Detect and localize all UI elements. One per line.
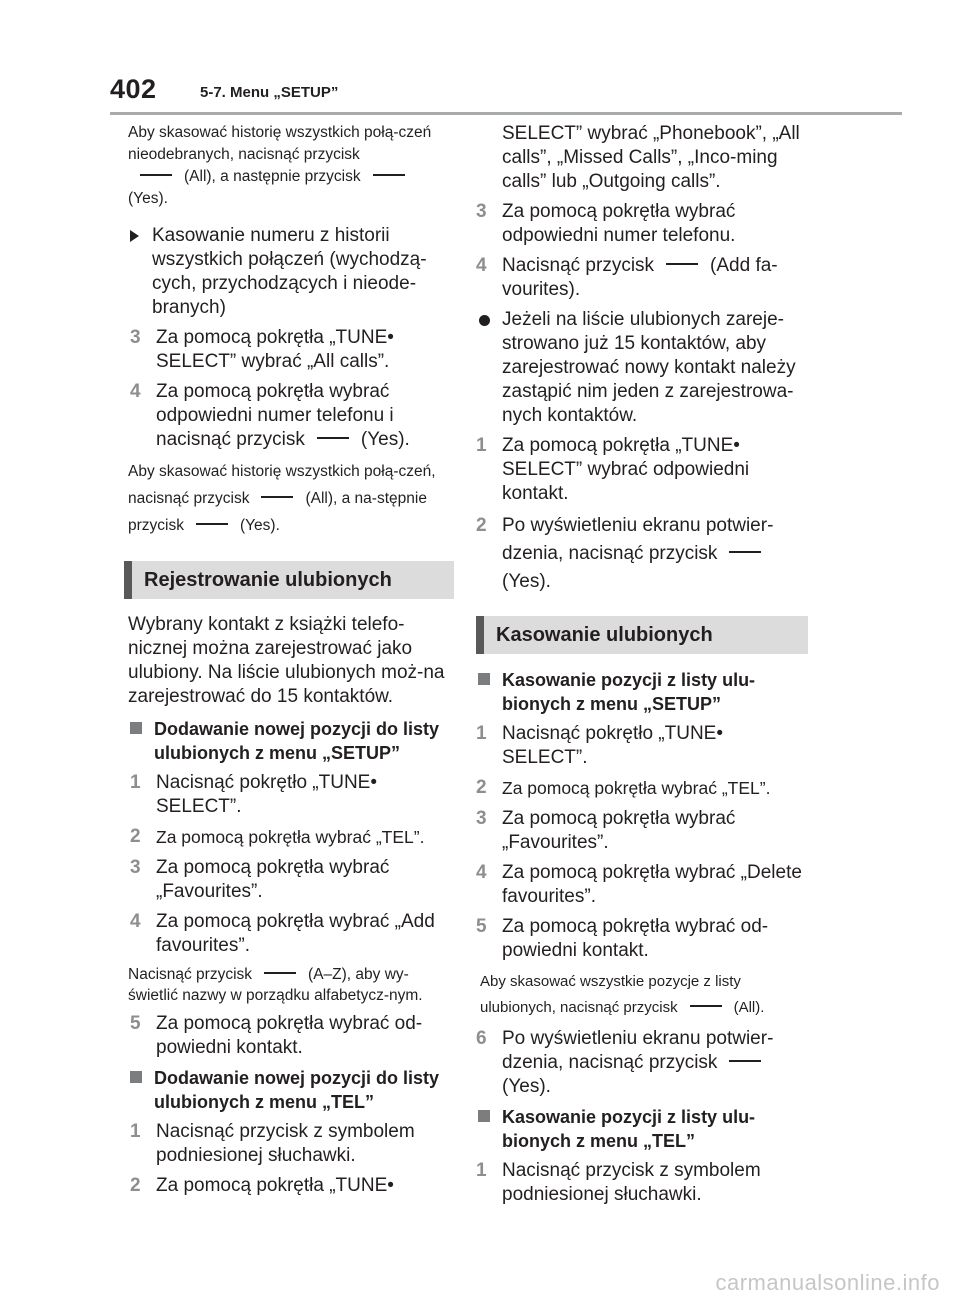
step-text: Za pomocą pokrętła „TUNE• SELECT” wybrać „All calls”. (156, 327, 394, 372)
step-text-b: (Yes). (360, 429, 410, 450)
step-text: Po wyświetleniu ekranu potwier-dzenia, nacisnąć przycisk (502, 1028, 774, 1073)
step-1 (476, 722, 808, 770)
all-button-icon (140, 174, 172, 176)
step-text: Za pomocą pokrętła wybrać „Favourites”. (156, 857, 390, 902)
step-text: Za pomocą pokrętła „TUNE• (156, 1175, 394, 1196)
subheading-text: Dodawanie nowej pozycji do listy ulubionych z menu „SETUP” (154, 719, 440, 763)
step-3 (476, 200, 808, 248)
step-text: Za pomocą pokrętła wybrać „Add favourites”. (156, 911, 435, 956)
step-text-b: (Add fa-vourites). (502, 255, 778, 300)
step-1 (130, 771, 454, 819)
step-4 (476, 861, 808, 909)
step-2-continued: SELECT” wybrać „Phonebook”, „All calls”, „Missed Calls”, „Inco-ming calls” lub „Outgoing calls”. (502, 123, 800, 192)
a-z-button-icon (264, 972, 296, 974)
yes-button-icon (729, 1060, 761, 1062)
step-text: Nacisnąć przycisk (502, 255, 655, 276)
square-bullet-icon (478, 673, 490, 685)
note-text-b: (A–Z), aby wy-świetlić nazwy w porządku alfabetycz-nym. (128, 966, 423, 1004)
left-column (124, 122, 454, 1204)
note-text-a: Nacisnąć przycisk (128, 966, 253, 983)
favourites-paragraph: Wybrany kontakt z książki telefo-nicznej można zarejestrować jako ulubiony. Na liście ulubionych moż-na zarejestrować do 15 kontaktów. (128, 614, 445, 707)
step-number: 2 (476, 777, 487, 798)
step-1 (476, 434, 808, 506)
page-header (0, 0, 960, 120)
intro-note-text-a: Aby skasować historię wszystkich połą-czeń nieodebranych, nacisnąć przycisk (128, 124, 432, 163)
step-text: Po wyświetleniu ekranu potwier-dzenia, nacisnąć przycisk (502, 515, 774, 564)
step-text: Za pomocą pokrętła wybrać „TEL”. (502, 778, 771, 798)
step-number: 1 (476, 435, 487, 456)
heading-text: Kasowanie ulubionych (496, 624, 713, 646)
intro-note-text-b: (All), a następnie przycisk (184, 168, 361, 185)
step-2 (476, 776, 808, 801)
step-3 (130, 856, 454, 904)
step-number: 5 (130, 1013, 141, 1034)
step-text: Za pomocą pokrętła wybrać odpowiedni numer telefonu. (502, 201, 736, 246)
subheading-add-setup (128, 717, 454, 765)
subheading-delete-setup (476, 668, 808, 716)
step-5 (476, 915, 808, 963)
all-button-icon (690, 1005, 722, 1007)
note-text-b: (All). (733, 999, 765, 1016)
step-2 (476, 512, 808, 596)
heading-text: Rejestrowanie ulubionych (144, 569, 392, 591)
step-text-b: (Yes). (502, 1076, 551, 1097)
note-alphabetical (128, 964, 454, 1006)
step-text: Za pomocą pokrętła wybrać odpowiedni numer telefonu i nacisnąć przycisk (156, 381, 394, 450)
step-3 (476, 807, 808, 855)
intro-note (128, 122, 454, 210)
step-number: 4 (476, 255, 487, 276)
subheading-text: Kasowanie pozycji z listy ulu-bionych z menu „SETUP” (502, 670, 756, 714)
header-divider (110, 112, 902, 115)
heading-delete-favourites (476, 616, 808, 654)
heading-register-favourites (124, 561, 454, 599)
bullet-dot-icon (479, 315, 490, 326)
yes-button-icon (373, 174, 405, 176)
step-number: 3 (130, 327, 141, 348)
note-text-b: (All), a na-stępnie przycisk (128, 490, 427, 534)
step-text: Nacisnąć pokrętło „TUNE• SELECT”. (502, 723, 723, 768)
step-number: 5 (476, 916, 487, 937)
step-number: 3 (130, 857, 141, 878)
section-title: 5-7. Menu „SETUP” (200, 84, 339, 101)
step-number: 4 (476, 862, 487, 883)
right-column (476, 122, 808, 1213)
step-number: 1 (130, 772, 141, 793)
step-text: Za pomocą pokrętła wybrać od-powiedni kontakt. (156, 1013, 423, 1058)
square-bullet-icon (478, 1110, 490, 1122)
yes-button-icon (317, 437, 349, 439)
all-button-icon (261, 496, 293, 498)
step-text: Nacisnąć przycisk z symbolem podniesionej słuchawki. (156, 1121, 415, 1166)
subheading-delete-tel (476, 1105, 808, 1153)
step-number: 4 (130, 381, 141, 402)
step-text: Za pomocą pokrętła wybrać „TEL”. (156, 827, 425, 847)
step-1 (130, 1120, 454, 1168)
note-delete-all-favourites (480, 969, 808, 1021)
square-bullet-icon (130, 722, 142, 734)
step-3 (130, 326, 454, 374)
yes-button-icon (729, 551, 761, 553)
watermark: carmanualsonline.info (715, 1270, 940, 1295)
yes-button-icon (196, 523, 228, 525)
step-6 (476, 1027, 808, 1099)
step-4 (130, 380, 454, 452)
intro-note-text-c: (Yes). (128, 190, 168, 207)
step-5 (130, 1012, 454, 1060)
page-number: 402 (110, 74, 157, 104)
step-text: Za pomocą pokrętła wybrać „Delete favourites”. (502, 862, 802, 907)
subheading-text: Dodawanie nowej pozycji do listy ulubionych z menu „TEL” (154, 1068, 440, 1112)
subheading-text: Kasowanie pozycji z listy ulu-bionych z menu „TEL” (502, 1107, 756, 1151)
step-number: 6 (476, 1028, 487, 1049)
step-number: 2 (130, 826, 141, 847)
step-2 (130, 825, 454, 850)
step-number: 2 (476, 515, 487, 536)
step-text: Nacisnąć przycisk z symbolem podniesionej słuchawki. (502, 1160, 761, 1205)
step-text: Nacisnąć pokrętło „TUNE• SELECT”. (156, 772, 377, 817)
step-number: 1 (130, 1121, 141, 1142)
note-text-a: Aby skasować historię wszystkich połą-czeń, nacisnąć przycisk (128, 463, 436, 507)
step-text: Za pomocą pokrętła wybrać od-powiedni kontakt. (502, 916, 769, 961)
triangle-bullet-icon (130, 230, 139, 242)
step-4 (476, 254, 808, 302)
step-number: 2 (130, 1175, 141, 1196)
step-number: 1 (476, 723, 487, 744)
square-bullet-icon (130, 1071, 142, 1083)
step-number: 1 (476, 1160, 487, 1181)
subheading-text: Kasowanie numeru z historii wszystkich połączeń (wychodzą-cych, przychodzących i nieode-branych) (152, 225, 427, 318)
note-text-a: Aby skasować wszystkie pozycje z listy ulubionych, nacisnąć przycisk (480, 973, 741, 1016)
step-4 (130, 910, 454, 958)
info-replace-contact (476, 308, 808, 428)
step-number: 4 (130, 911, 141, 932)
add-favourites-button-icon (666, 263, 698, 265)
subheading-add-tel (128, 1066, 454, 1114)
note-delete-all-history (128, 458, 454, 539)
step-number: 3 (476, 201, 487, 222)
subheading-delete-number (128, 224, 454, 320)
step-text: Za pomocą pokrętła „TUNE• SELECT” wybrać odpowiedni kontakt. (502, 435, 750, 504)
step-text-b: (Yes). (502, 571, 551, 592)
step-number: 3 (476, 808, 487, 829)
note-text-c: (Yes). (239, 517, 280, 534)
step-text: Za pomocą pokrętła wybrać „Favourites”. (502, 808, 736, 853)
info-text: Jeżeli na liście ulubionych zareje-strowano już 15 kontaktów, aby zarejestrować nowy kontakt należy zastąpić nim jeden z zarejestrowa-nych kontaktów. (502, 309, 796, 426)
step-1 (476, 1159, 808, 1207)
step-2 (130, 1174, 454, 1198)
